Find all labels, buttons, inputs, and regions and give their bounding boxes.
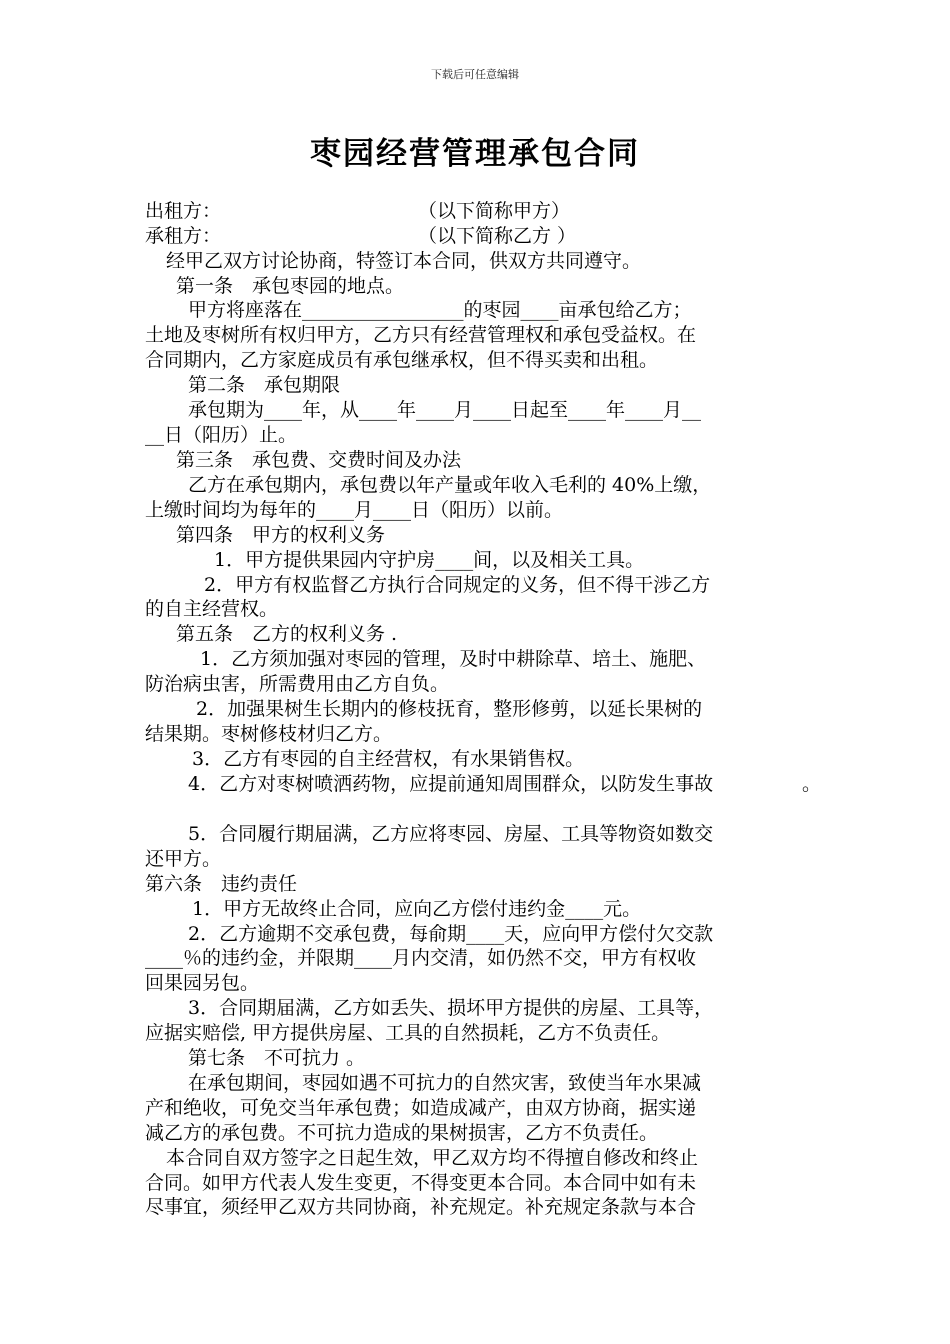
article-3-line: 上缴时间均为每年的____月____日（阳历）以前。 bbox=[145, 499, 564, 521]
article-1-line: 甲方将座落在_________________的枣园____亩承包给乙方； bbox=[188, 299, 692, 321]
article-5-item: 3．乙方有枣园的自主经营权，有水果销售权。 bbox=[192, 748, 585, 770]
article-6-item: 应据实赔偿, 甲方提供房屋、工具的自然损耗，乙方不负责任。 bbox=[145, 1022, 671, 1044]
closing-line: 本合同自双方签字之日起生效，甲乙双方均不得擅自修改和终止 bbox=[166, 1147, 699, 1169]
closing-line: 合同。如甲方代表人发生变更，不得变更本合同。本合同中如有未 bbox=[145, 1172, 697, 1194]
article-2-heading: 第二条 承包期限 bbox=[188, 374, 341, 396]
article-7-line: 在承包期间，枣园如遇不可抗力的自然灾害，致使当年水果减 bbox=[188, 1072, 702, 1094]
lessee-label: 承租方： bbox=[145, 225, 222, 247]
article-5-item: 4．乙方对枣树喷洒药物，应提前通知周围群众，以防发生事故 bbox=[188, 773, 714, 795]
article-7-line: 减乙方的承包费。不可抗力造成的果树损害，乙方不负责任。 bbox=[145, 1122, 659, 1144]
article-6-heading: 第六条 违约责任 bbox=[145, 873, 298, 895]
article-2-line: __日（阳历）止。 bbox=[145, 424, 298, 446]
article-3-heading: 第三条 承包费、交费时间及办法 bbox=[176, 449, 462, 471]
article-1-line: 合同期内，乙方家庭成员有承包继承权，但不得买卖和出租。 bbox=[145, 349, 659, 371]
article-7-heading: 第七条 不可抗力 。 bbox=[188, 1047, 366, 1069]
article-5-item: 结果期。枣树修枝材归乙方。 bbox=[145, 723, 393, 745]
article-6-item: 2．乙方逾期不交承包费，每俞期____天，应向甲方偿付欠交款 bbox=[188, 923, 714, 945]
article-3-line: 乙方在承包期内，承包费以年产量或年收入毛利的 40%上缴， bbox=[188, 474, 712, 496]
preamble: 经甲乙双方讨论协商，特签订本合同，供双方共同遵守。 bbox=[166, 250, 642, 272]
article-2-line: 承包期为____年，从____年____月____日起至____年____月__ bbox=[188, 399, 702, 421]
article-1-line: 土地及枣树所有权归甲方，乙方只有经营管理权和承包受益权。在 bbox=[145, 324, 697, 346]
article-4-item: 的自主经营权。 bbox=[145, 598, 279, 620]
article-5-item: 还甲方。 bbox=[145, 848, 222, 870]
article-5-item: 防治病虫害，所需费用由乙方自负。 bbox=[145, 673, 450, 695]
article-1-heading: 第一条 承包枣园的地点。 bbox=[176, 275, 405, 297]
article-5-item: 1．乙方须加强对枣园的管理，及时中耕除草、培土、施肥、 bbox=[200, 648, 707, 670]
article-6-item: 1．甲方无故终止合同，应向乙方偿付违约金____元。 bbox=[192, 898, 642, 920]
lessee-alias: （以下简称乙方 ） bbox=[418, 225, 577, 247]
article-5-item-period: 。 bbox=[802, 773, 822, 795]
article-5-item: 5．合同履行期届满，乙方应将枣园、房屋、工具等物资如数交 bbox=[188, 823, 714, 845]
page-header: 下载后可任意编辑 bbox=[431, 68, 519, 81]
lessor-alias: （以下简称甲方） bbox=[418, 200, 571, 222]
lessor-label: 出租方： bbox=[145, 200, 222, 222]
article-6-item: 3．合同期届满，乙方如丢失、损坏甲方提供的房屋、工具等， bbox=[188, 997, 714, 1019]
article-5-heading: 第五条 乙方的权利义务 . bbox=[176, 623, 398, 645]
article-7-line: 产和绝收，可免交当年承包费；如造成减产，由双方协商，据实递 bbox=[145, 1097, 697, 1119]
article-6-item: ____％的违约金，并限期____月内交清，如仍然不交，甲方有权收 bbox=[145, 947, 697, 969]
article-4-heading: 第四条 甲方的权利义务 bbox=[176, 524, 386, 546]
closing-line: 尽事宜，须经甲乙双方共同协商，补充规定。补充规定条款与本合 bbox=[145, 1196, 697, 1218]
article-4-item: 1．甲方提供果园内守护房____间，以及相关工具。 bbox=[214, 549, 645, 571]
article-4-item: 2．甲方有权监督乙方执行合同规定的义务，但不得干涉乙方 bbox=[204, 574, 711, 596]
document-title: 枣园经营管理承包合同 bbox=[310, 136, 640, 172]
article-6-item: 回果园另包。 bbox=[145, 972, 260, 994]
article-5-item: 2．加强果树生长期内的修枝抚育，整形修剪，以延长果树的 bbox=[196, 698, 703, 720]
